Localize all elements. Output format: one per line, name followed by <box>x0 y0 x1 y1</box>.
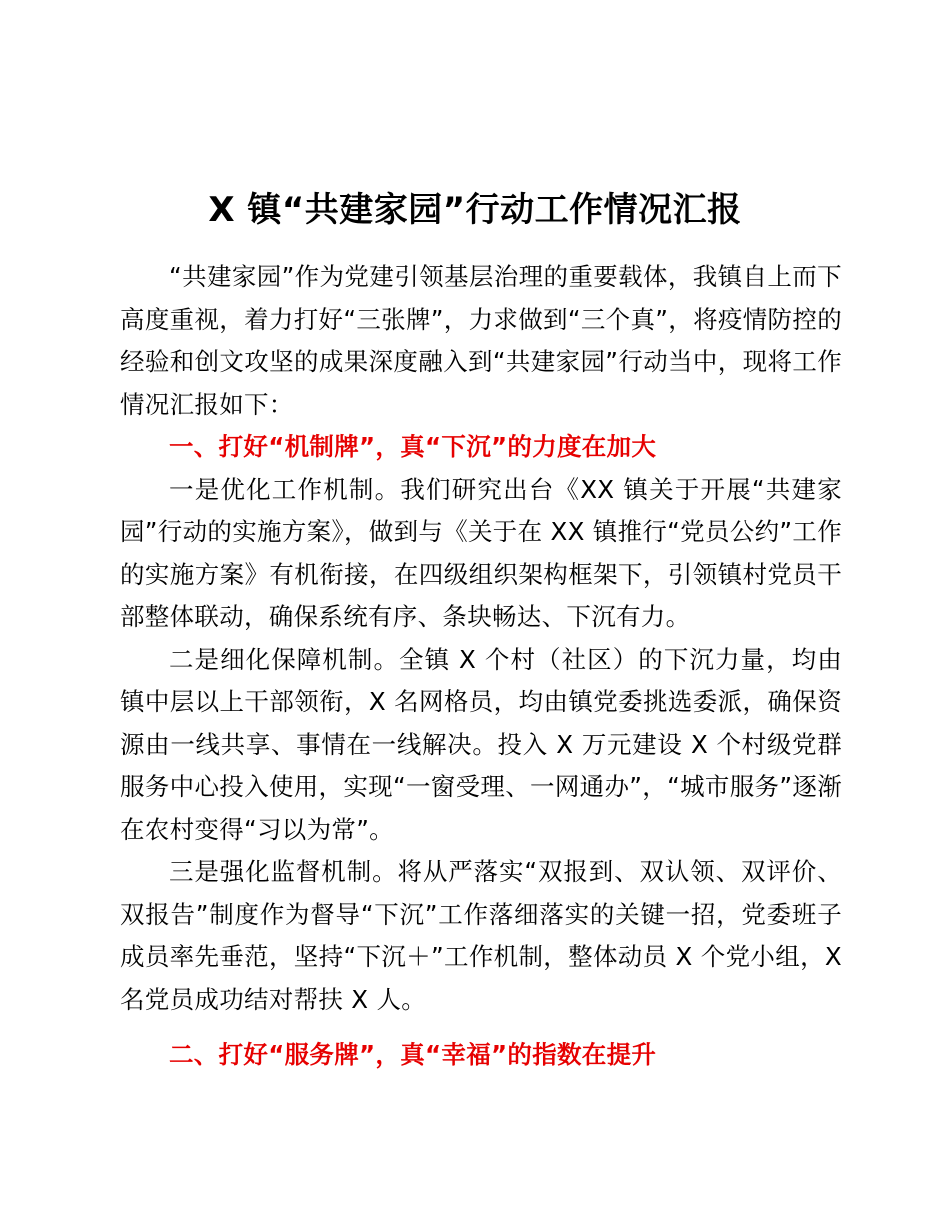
section-1-paragraph-3: 三是强化监督机制。将从严落实“双报到、双认领、双评价、双报告”制度作为督导“下沉”工作落细落实的关键一招，党委班子成员率先垂范，坚持“下沉＋”工作机制，整体动员 X 个党小组，X 名党员成功结对帮扶 X 人。 <box>120 857 842 1014</box>
section-1-heading: 一、打好“机制牌”，真“下沉”的力度在加大 <box>169 432 657 461</box>
spacer <box>120 1021 842 1034</box>
section-2-heading: 二、打好“服务牌”，真“幸福”的指数在提升 <box>169 1040 657 1069</box>
document-title: X 镇“共建家园”行动工作情况汇报 <box>208 190 742 230</box>
section-1-paragraph-2: 二是细化保障机制。全镇 X 个村（社区）的下沉力量，均由镇中层以上干部领衔，X 名网格员，均由镇党委挑选委派，确保资源由一线共享、事情在一线解决。投入 X 万元建设 X 个村级党群服务中心投入使用，实现“一窗受理、一网通办”，“城市服务”逐渐在农村变得“习以为常”。 <box>120 644 842 844</box>
intro-paragraph: “共建家园”作为党建引领基层治理的重要载体，我镇自上而下高度重视，着力打好“三张牌”，力求做到“三个真”，将疫情防控的经验和创文攻坚的成果深度融入到“共建家园”行动当中，现将工作情况汇报如下： <box>120 262 842 419</box>
document-body <box>120 256 842 1077</box>
section-1-paragraph-1: 一是优化工作机制。我们研究出台《XX 镇关于开展“共建家园”行动的实施方案》，做到与《关于在 XX 镇推行“党员公约”工作的实施方案》有机衔接，在四级组织架构框架下，引领镇村党员干部整体联动，确保系统有序、条块畅达、下沉有力。 <box>120 474 842 631</box>
